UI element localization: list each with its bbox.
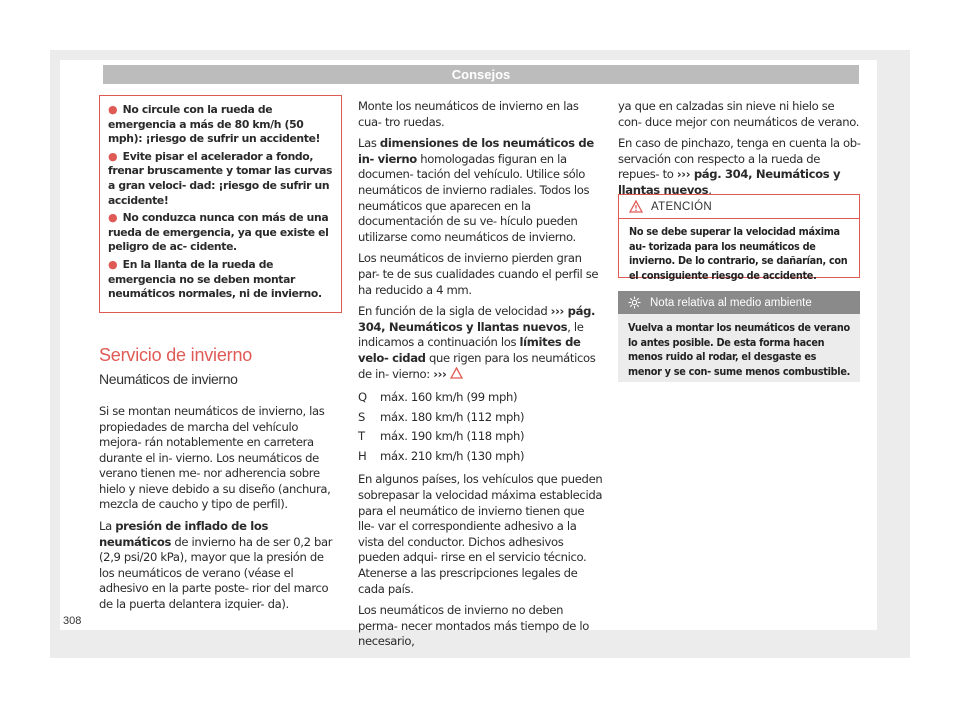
warning-text: En la llanta de la rueda de emergencia no se deben montar neumáticos normales, ni de invierno.	[108, 257, 322, 301]
list-item: H máx. 210 km/h (130 mph)	[358, 448, 525, 463]
warning-item	[108, 211, 333, 255]
attention-title: ATENCIÓN	[651, 200, 712, 213]
bullet-icon: ●	[108, 211, 118, 225]
warning-text: No circule con la rueda de emergencia a más de 80 km/h (50 mph): ¡riesgo de sufrir un accidente!	[108, 103, 321, 146]
warning-triangle-icon	[629, 200, 643, 213]
warning-text: No conduzca nunca con más de una rueda de emergencia, ya que existe el peligro de ac- cidente.	[108, 211, 329, 254]
paragraph: ya que en calzadas sin nieve ni hielo se con- duce mejor con neumáticos de verano.	[618, 99, 860, 129]
column-2	[358, 99, 603, 656]
section-subtitle: Neumáticos de invierno	[99, 371, 238, 388]
paragraph: Si se montan neumáticos de invierno, las propiedades de marcha del vehículo mejora- rán notablemente en carretera durante el in- vierno. Los neumáticos de verano tienen me- nor adherencia sobre hielo y nieve debido a su diseño (anchura, mezcla de caucho y tipo de perfil).	[99, 403, 331, 512]
environment-note-header	[618, 291, 860, 314]
warning-item	[108, 258, 333, 302]
bullet-icon: ●	[108, 257, 118, 271]
warning-item	[108, 150, 333, 208]
paragraph: Los neumáticos de invierno no deben perma- necer montados más tiempo de lo necesario,	[358, 603, 589, 649]
paragraph: Monte los neumáticos de invierno en las cua- tro ruedas.	[358, 99, 579, 129]
paragraph: En algunos países, los vehículos que pueden sobrepasar la velocidad máxima establecida para el neumático de invierno tienen que lle- var el correspondiente adhesivo a la vista del conductor. Dichos adhesivos pueden adqui- rirse en el servicio técnico. Atenerse a las prescripciones legales de cada país.	[358, 472, 603, 596]
attention-box	[618, 194, 860, 282]
page-number: 308	[63, 615, 82, 627]
paragraph: La presión de inflado de los neumáticos de invierno ha de ser 0,2 bar (2,9 psi/20 kPa), mayor que la presión de los neumáticos de verano (véase el adhesivo en la parte poste- rior del marco de la puerta delantera izquier- da).	[99, 519, 333, 612]
list-item: S máx. 180 km/h (112 mph)	[358, 409, 525, 424]
environment-note-text: Vuelva a montar los neumáticos de verano lo antes posible. De esta forma hacen menos ruido al rodar, el desgaste es menor y se con- sume menos combustible.	[628, 321, 850, 378]
environment-note-box	[618, 291, 860, 382]
page-reference-link[interactable]: ››› pág. 304, Neumáticos y llantas nuevos	[618, 167, 841, 197]
column-1	[99, 95, 342, 619]
warning-item	[108, 103, 333, 147]
environment-note-title: Nota relativa al medio ambiente	[650, 296, 812, 309]
page-reference-link[interactable]: ››› pág. 304, Neumáticos y llantas nuevos	[358, 304, 596, 334]
attention-text: No se debe superar la velocidad máxima au- torizada para los neumáticos de invierno. De lo contrario, se dañarían, con el consiguiente riesgo de accidente.	[629, 225, 848, 282]
section-title: Servicio de invierno	[99, 344, 253, 365]
chapter-header: Consejos	[103, 65, 859, 84]
warning-list-box	[99, 95, 342, 313]
paragraph: Los neumáticos de invierno pierden gran par- te de sus cualidades cuando el perfil se ha reducido a 4 mm.	[358, 251, 599, 297]
paragraph: Las dimensiones de los neumáticos de in- vierno homologadas figuran en la documen- tación del vehículo. Utilice sólo neumáticos de invierno radiales. Todos los neumáticos que aparecen en la documentación de su ve- hículo pueden utilizarse como neumáticos de invierno.	[358, 136, 594, 244]
speed-list	[358, 388, 603, 466]
list-item: T máx. 190 km/h (118 mph)	[358, 429, 525, 444]
warning-triangle-icon	[450, 367, 463, 379]
bullet-icon: ●	[108, 149, 118, 163]
reference-arrow[interactable]: ›››	[433, 366, 447, 381]
column-3	[618, 99, 861, 205]
attention-header	[619, 195, 859, 219]
paragraph: En función de la sigla de velocidad ››› pág. 304, Neumáticos y llantas nuevos, le indicamos a continuación los límites de velo- cidad que rigen para los neumáticos de in- vierno: ›››	[358, 304, 596, 381]
list-item: Q máx. 160 km/h (99 mph)	[358, 390, 518, 405]
paragraph: En caso de pinchazo, tenga en cuenta la ob- servación con respecto a la rueda de repues- to ››› pág. 304, Neumáticos y llantas nuevos.	[618, 136, 861, 197]
bullet-icon: ●	[108, 103, 118, 116]
warning-text: Evite pisar el acelerador a fondo, frenar bruscamente y tomar las curvas a gran veloci- dad: ¡riesgo de sufrir un accidente!	[108, 149, 333, 207]
leaf-icon	[628, 296, 641, 309]
